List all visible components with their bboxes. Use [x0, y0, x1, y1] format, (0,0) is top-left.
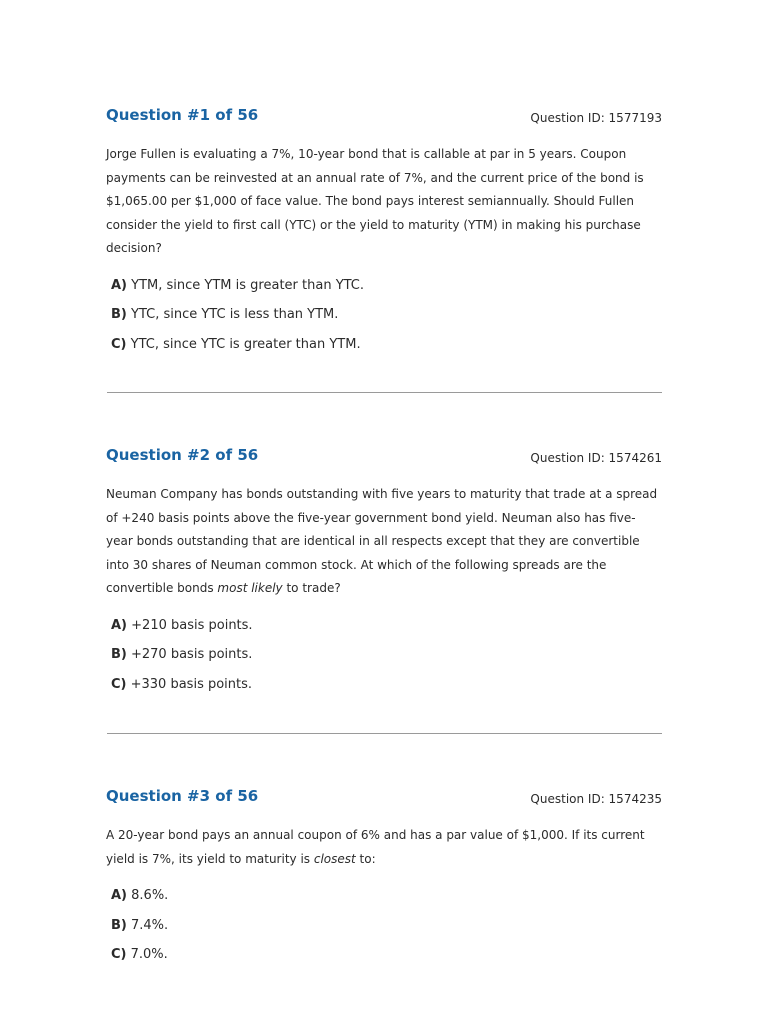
- answer-option-c[interactable]: [106, 940, 662, 970]
- question-id: Question ID: 1574235: [530, 792, 662, 806]
- answer-option-a[interactable]: [106, 881, 662, 911]
- answer-letter: C): [111, 947, 127, 963]
- answer-text: YTC, since YTC is greater than YTM.: [130, 336, 361, 352]
- answer-text: 7.0%.: [130, 947, 168, 963]
- answer-option-c[interactable]: [106, 670, 662, 700]
- section-divider: [107, 392, 662, 393]
- answer-letter: A): [111, 277, 128, 293]
- answer-text: 7.4%.: [131, 917, 169, 933]
- question-3: [106, 784, 662, 970]
- answer-option-a[interactable]: [106, 271, 662, 301]
- answer-list: [106, 611, 662, 700]
- question-text-part: Neuman Company has bonds outstanding with five years to maturity that trade at a spread of +240 basis points above the five-year government bond yield. Neuman also has five-year bonds outstanding that are identical in all respects except that they are convertible into 30 shares of Neuman common stock. At which of the following spreads are the convertible bonds: [106, 487, 658, 596]
- answer-letter: A): [111, 888, 128, 904]
- question-text-emphasis: most likely: [217, 581, 283, 596]
- question-1: [106, 103, 662, 359]
- question-title: Question #3 of 56: [106, 787, 259, 805]
- answer-letter: C): [111, 336, 127, 352]
- answer-letter: B): [111, 917, 127, 933]
- question-text: [106, 824, 662, 871]
- question-text-part: to trade?: [282, 581, 341, 596]
- question-title: Question #1 of 56: [106, 106, 259, 124]
- answer-option-b[interactable]: [106, 640, 662, 670]
- answer-text: +330 basis points.: [130, 676, 253, 692]
- answer-text: 8.6%.: [131, 888, 169, 904]
- answer-text: YTC, since YTC is less than YTM.: [131, 307, 339, 323]
- question-text-part: to:: [355, 851, 376, 866]
- question-2: [106, 443, 662, 699]
- question-text-emphasis: closest: [313, 851, 356, 866]
- answer-letter: A): [111, 617, 128, 633]
- answer-text: YTM, since YTM is greater than YTC.: [131, 277, 365, 293]
- answer-list: [106, 881, 662, 970]
- question-text: Jorge Fullen is evaluating a 7%, 10-year bond that is callable at par in 5 years. Coupon payments can be reinvested at an annual rate of 7%, and the current price of the bond is $1,065.00 per $1,000 of face value. The bond pays interest semiannually. Should Fullen consider the yield to first call (YTC) or the yield to maturity (YTM) in making his purchase decision?: [106, 147, 644, 256]
- question-text: [106, 483, 662, 601]
- question-id: Question ID: 1574261: [530, 451, 662, 465]
- answer-option-a[interactable]: [106, 611, 662, 641]
- answer-letter: C): [111, 676, 127, 692]
- question-header: [106, 103, 662, 133]
- answer-letter: B): [111, 647, 127, 663]
- question-header: [106, 784, 662, 814]
- answer-option-c[interactable]: [106, 330, 662, 360]
- answer-option-b[interactable]: [106, 300, 662, 330]
- answer-text: +210 basis points.: [131, 617, 253, 633]
- question-title: Question #2 of 56: [106, 446, 259, 464]
- answer-list: [106, 271, 662, 360]
- question-id: Question ID: 1577193: [530, 111, 662, 125]
- section-divider: [107, 733, 662, 734]
- answer-letter: B): [111, 307, 127, 323]
- answer-text: +270 basis points.: [131, 647, 253, 663]
- question-text-part: A 20-year bond pays an annual coupon of 6% and has a par value of $1,000. If its current yield is 7%, its yield to maturity is: [106, 828, 645, 866]
- question-header: [106, 443, 662, 473]
- answer-option-b[interactable]: [106, 911, 662, 941]
